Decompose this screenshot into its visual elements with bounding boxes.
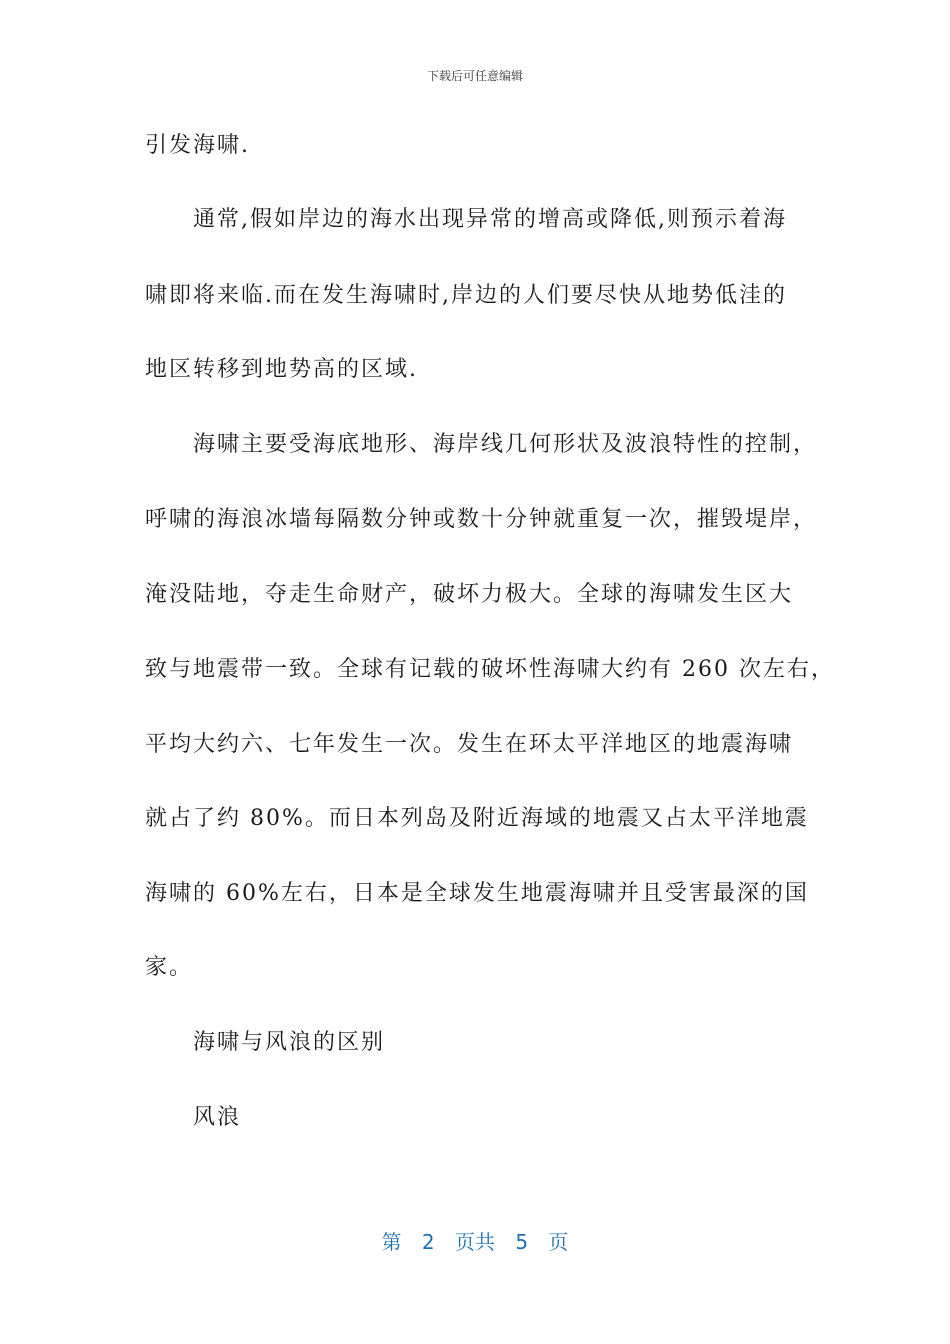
section-heading: 海啸与风浪的区别 (193, 1030, 386, 1055)
text-line: 淹没陆地，夺走生命财产，破坏力极大。全球的海啸发生区大 (145, 582, 794, 607)
text-line: 啸即将来临.而在发生海啸时,岸边的人们要尽快从地势低洼的 (145, 283, 787, 308)
text-line: 通常,假如岸边的海水出现异常的增高或降低,则预示着海 (193, 207, 787, 232)
text-line: 就占了约 80%。而日本列岛及附近海域的地震又占太平洋地震 (145, 806, 809, 831)
text-line: 呼啸的海浪冰墙每隔数分钟或数十分钟就重复一次，摧毁堤岸， (145, 507, 818, 532)
text-line: 平均大约六、七年发生一次。发生在环太平洋地区的地震海啸 (145, 732, 794, 757)
text-line: 海啸主要受海底地形、海岸线几何形状及波浪特性的控制， (193, 432, 818, 457)
text-line: 海啸的 60%左右，日本是全球发生地震海啸并且受害最深的国 (145, 881, 809, 906)
page-header: 下载后可任意编辑 (426, 69, 523, 83)
text-line: 致与地震带一致。全球有记载的破坏性海啸大约有 260 次左右， (145, 657, 835, 682)
text-line: 引发海啸. (145, 133, 250, 158)
page-number: 第 2 页共 5 页 (381, 1230, 569, 1254)
text-line: 地区转移到地势高的区域. (145, 357, 418, 382)
text-line: 家。 (145, 955, 194, 980)
subsection-heading: 风浪 (193, 1105, 242, 1130)
